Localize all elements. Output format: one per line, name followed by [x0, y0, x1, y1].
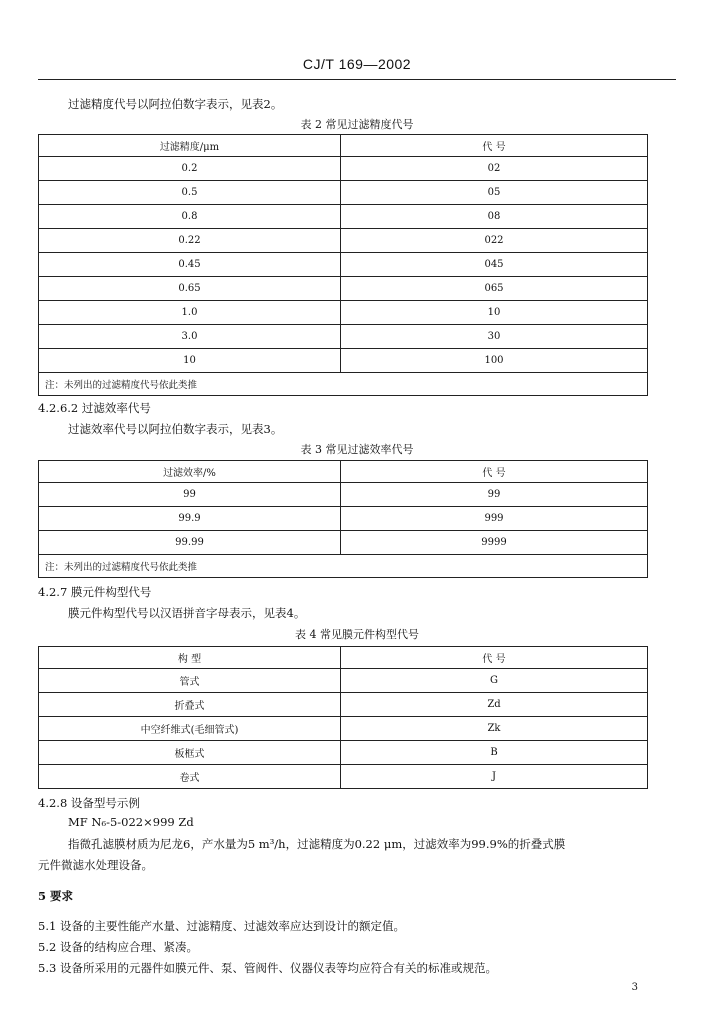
requirement-5-1: 5.1 设备的主要性能产水量、过滤精度、过滤效率应达到设计的额定值。	[38, 919, 405, 933]
table-cell: 30	[341, 325, 648, 349]
table-cell: 045	[341, 253, 648, 277]
example-description-line2: 元件微滤水处理设备。	[38, 858, 153, 872]
table-row	[39, 349, 648, 373]
table-cell: 999	[341, 507, 648, 531]
table-header-cell: 构 型	[39, 647, 341, 669]
table-cell: J	[341, 765, 648, 789]
table-cell: 9999	[341, 531, 648, 555]
table-cell: 99.99	[39, 531, 341, 555]
table-cell: 3.0	[39, 325, 341, 349]
table-row	[39, 741, 648, 765]
table-row	[39, 157, 648, 181]
table-cell: 卷式	[39, 765, 341, 789]
table-row	[39, 325, 648, 349]
table-row	[39, 181, 648, 205]
table-cell: 08	[341, 205, 648, 229]
page-number: 3	[631, 982, 638, 993]
standard-code-header: CJ/T 169—2002	[302, 56, 412, 72]
table-note: 注：未列出的过滤精度代号依此类推	[39, 373, 648, 396]
table-cell: 1.0	[39, 301, 341, 325]
requirement-5-2: 5.2 设备的结构应合理、紧凑。	[38, 940, 198, 954]
table-cell: 02	[341, 157, 648, 181]
table-cell: Zk	[341, 717, 648, 741]
table-row	[39, 693, 648, 717]
table-cell: Zd	[341, 693, 648, 717]
table-header-cell: 过滤效率/%	[39, 461, 341, 483]
table-header-row	[39, 461, 648, 483]
table-cell: 05	[341, 181, 648, 205]
table-cell: 中空纤维式(毛细管式)	[39, 717, 341, 741]
table-cell: 0.22	[39, 229, 341, 253]
table-note: 注：未列出的过滤精度代号依此类推	[39, 555, 648, 578]
table3-caption: 表 3 常见过滤效率代号	[300, 443, 414, 456]
table-header-row	[39, 647, 648, 669]
table-cell: 100	[341, 349, 648, 373]
table-cell: 99	[341, 483, 648, 507]
table-row	[39, 717, 648, 741]
table-cell: B	[341, 741, 648, 765]
section-4-2-6-2-heading: 4.2.6.2 过滤效率代号	[38, 401, 151, 415]
table2-intro-paragraph: 过滤精度代号以阿拉伯数字表示，见表2。	[68, 97, 283, 111]
table-row	[39, 531, 648, 555]
table-cell: 0.65	[39, 277, 341, 301]
table-cell: 0.2	[39, 157, 341, 181]
table-cell: 10	[341, 301, 648, 325]
table-row	[39, 277, 648, 301]
table-cell: 折叠式	[39, 693, 341, 717]
section-4-2-8-heading: 4.2.8 设备型号示例	[38, 796, 140, 810]
table-row	[39, 301, 648, 325]
example-model-code: MF N₆-5-022×999 Zd	[68, 815, 194, 829]
requirement-5-3: 5.3 设备所采用的元器件如膜元件、泵、管阀件、仪器仪表等均应符合有关的标准或规范。	[38, 961, 497, 975]
table-cell: 022	[341, 229, 648, 253]
table-cell: 065	[341, 277, 648, 301]
table-header-cell: 代 号	[341, 461, 648, 483]
table-header-cell: 代 号	[341, 647, 648, 669]
table4-intro-paragraph: 膜元件构型代号以汉语拼音字母表示，见表4。	[68, 606, 306, 620]
table-row	[39, 765, 648, 789]
table-row	[39, 229, 648, 253]
table-cell: 0.5	[39, 181, 341, 205]
section-5-heading: 5 要求	[38, 889, 74, 903]
table-note-row	[39, 373, 648, 396]
header-rule	[38, 79, 676, 80]
table-header-cell: 代 号	[341, 135, 648, 157]
table-cell: 板框式	[39, 741, 341, 765]
table-cell: 管式	[39, 669, 341, 693]
table4-caption: 表 4 常见膜元件构型代号	[295, 628, 419, 641]
section-4-2-7-heading: 4.2.7 膜元件构型代号	[38, 585, 152, 599]
table3-intro-paragraph: 过滤效率代号以阿拉伯数字表示，见表3。	[68, 422, 283, 436]
table-header-cell: 过滤精度/μm	[39, 135, 341, 157]
table-row	[39, 253, 648, 277]
table2-filtration-precision-codes	[38, 134, 648, 396]
table-row	[39, 205, 648, 229]
table-cell: 99.9	[39, 507, 341, 531]
table-header-row	[39, 135, 648, 157]
table-cell: 10	[39, 349, 341, 373]
table-row	[39, 483, 648, 507]
table-row	[39, 669, 648, 693]
table2-caption: 表 2 常见过滤精度代号	[300, 118, 414, 131]
table-cell: 99	[39, 483, 341, 507]
table-row	[39, 507, 648, 531]
table4-membrane-element-type-codes	[38, 646, 648, 789]
table-cell: 0.8	[39, 205, 341, 229]
table-cell: G	[341, 669, 648, 693]
table3-filtration-efficiency-codes	[38, 460, 648, 578]
table-note-row	[39, 555, 648, 578]
table-cell: 0.45	[39, 253, 341, 277]
example-description-line1: 指微孔滤膜材质为尼龙6，产水量为5 m³/h，过滤精度为0.22 μm，过滤效率为99.9%的折叠式膜	[68, 837, 566, 851]
